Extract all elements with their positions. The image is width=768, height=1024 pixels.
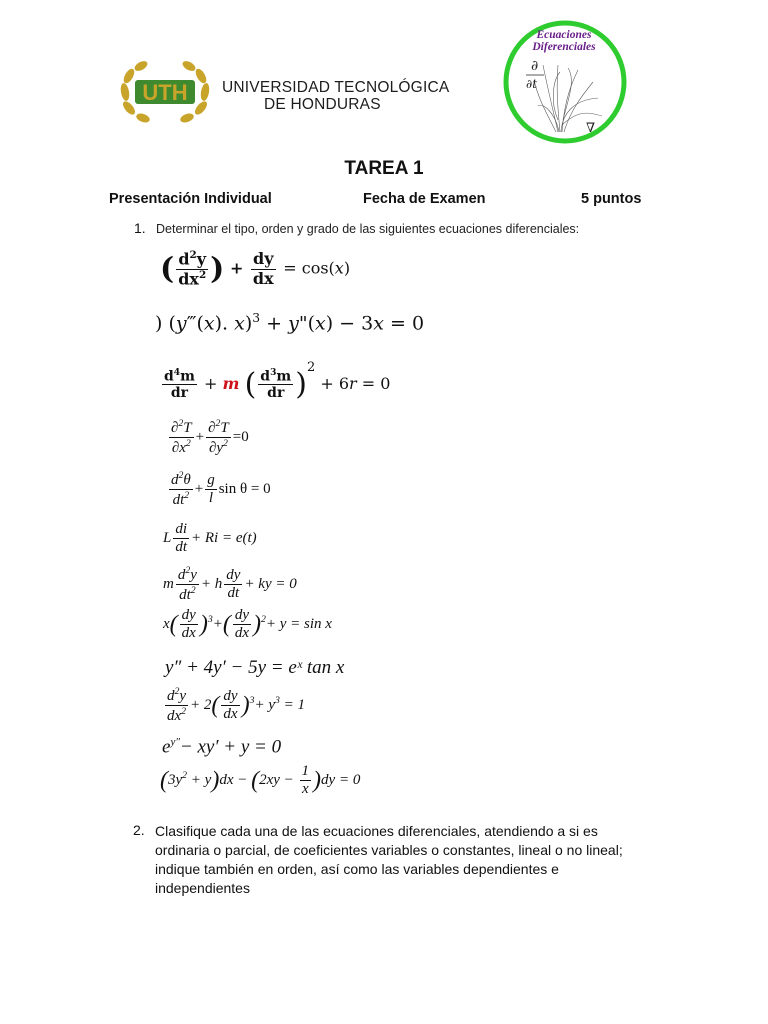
course-logo-title [500, 29, 628, 53]
university-line1: UNIVERSIDAD TECNOLÓGICA [222, 79, 450, 96]
accent-m: m [222, 374, 240, 393]
equation-3: $\frac{d^4m}{dr}$ + m ( $\frac{d^3m}{dr}$ )$^2$ + 6r = 0 [164, 360, 391, 402]
equation-7-rest: + ky = 0 [244, 576, 297, 593]
university-line2: DE HONDURAS [264, 96, 381, 113]
equation-5-rest: sin θ = 0 [218, 481, 271, 498]
equation-12: $(3y^2 + y)dx - (2xy$ − $\frac{1}{x}$ )dy = 0 [160, 763, 361, 798]
equation-9: y″ + 4y′ − 5y = eˣ tan x [165, 657, 345, 678]
equation-5: $\frac{d^2\theta}{dt^2}$ + $\frac{g}{l}$ sin θ = 0 [171, 470, 271, 509]
document-title: TAREA 1 [344, 158, 424, 179]
equation-8-rest: + y = sin x [265, 616, 332, 633]
equation-2: ) (y‴(x). x)$^3$ + y"(x) − 3x = 0 [155, 311, 425, 335]
svg-text:∂t: ∂t [526, 77, 538, 91]
equation-6-rest: + Ri = e(t) [191, 530, 257, 547]
equation-8: x( $\frac{dy}{dx}$ )$^3$+( $\frac{dy}{dx}$ )$^2$+ y = sin x [163, 607, 332, 642]
university-name [222, 79, 449, 113]
course-logo-line2: Diferenciales [532, 41, 596, 53]
question-1-number: 1. [134, 220, 146, 236]
equation-7: m $\frac{d^2y}{dt^2}$ + h $\frac{dy}{dt}$ + ky = 0 [163, 565, 297, 604]
course-logo-line1: Ecuaciones [536, 29, 592, 41]
equation-11-rest: − xy′ + y = 0 [179, 736, 282, 758]
svg-text:UTH: UTH [142, 80, 188, 105]
points-label: 5 puntos [581, 191, 642, 207]
uth-logo [115, 58, 215, 126]
equation-1: ( $\frac{d^2y}{dx^2}$ ) + $\frac{dy}{dx}$ = cos(x) [160, 249, 351, 289]
question-1-text: Determinar el tipo, orden y grado de las siguientes ecuaciones diferenciales: [156, 222, 580, 236]
question-2-text: Clasifique cada una de las ecuaciones diferenciales, atendiendo a si es ordinaria o parcial, de coeficientes variables o constantes, lineal o no lineal; indique también en orden, así como las variables dependientes e independientes [155, 823, 623, 896]
equation-11: $e^{y''}- xy' + y = 0$ [162, 736, 282, 758]
equation-4: $\frac{\partial^2T}{\partial x^2}$ + $\frac{\partial^2T}{\partial y^2}$ =0 [171, 418, 249, 457]
exam-date-label: Fecha de Examen [363, 191, 486, 207]
presentation-label: Presentación Individual [109, 191, 272, 207]
svg-text:∂: ∂ [531, 58, 539, 74]
question-2-number: 2. [133, 822, 145, 838]
equation-10: $\frac{d^2y}{dx^2}$ + 2( $\frac{dy}{dx}$ )$^3+ y^3 = 1$ [167, 686, 305, 725]
equation-6: L $\frac{di}{dt}$ + Ri = e(t) [163, 521, 257, 556]
svg-text:∇: ∇ [586, 121, 596, 136]
